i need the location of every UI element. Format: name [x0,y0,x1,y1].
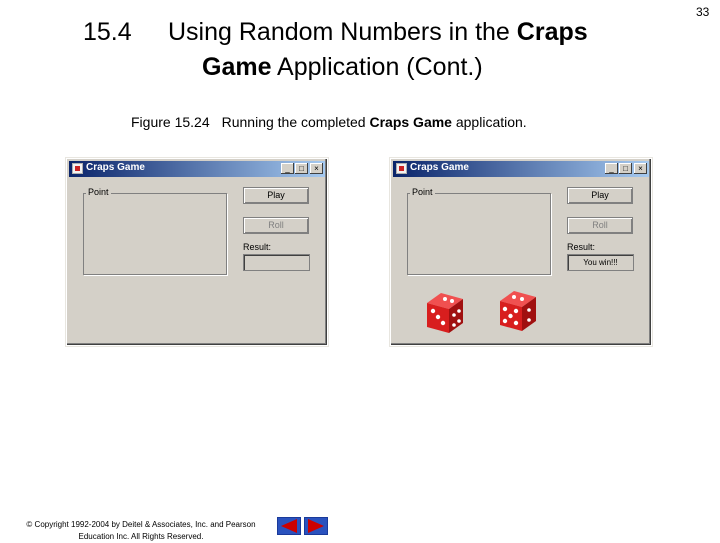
title-text-prefix: Using Random Numbers in the [168,18,517,46]
page-number: 33 [696,5,710,19]
window-title: Craps Game [410,162,469,173]
caption-prefix: Running the completed [221,114,370,130]
copyright-line2: Education Inc. All Rights Reserved. [78,532,204,541]
point-label: Point [412,187,433,197]
result-label: Result: [243,242,272,252]
previous-slide-button[interactable] [277,517,301,535]
title-text-suffix: Application (Cont.) [271,53,483,81]
point-groupbox [407,193,551,275]
craps-window-result [390,158,652,346]
caption-suffix: application. [451,114,527,130]
craps-window-initial [66,158,328,346]
copyright-footer [8,519,274,543]
section-number: 15.4 [83,18,132,46]
roll-button[interactable]: Roll [567,217,633,234]
point-label: Point [88,187,109,197]
result-field: You win!!! [567,254,634,271]
play-button[interactable]: Play [567,187,633,204]
app-icon [72,163,83,174]
result-field [243,254,310,271]
title-bold-game: Game [202,53,272,81]
slide-title-line1 [168,18,588,47]
title-bold-craps: Craps [516,18,588,46]
window-title: Craps Game [86,162,145,173]
app-icon [396,163,407,174]
minimize-button[interactable]: _ [281,163,294,174]
next-slide-button[interactable] [304,517,328,535]
die-2-icon [494,287,540,333]
point-groupbox [83,193,227,275]
figure-number: Figure 15.24 [131,114,210,130]
caption-bold: Craps Game [369,114,452,130]
title-bar[interactable] [393,161,649,177]
result-label: Result: [567,242,596,252]
minimize-button[interactable]: _ [605,163,618,174]
play-button[interactable]: Play [243,187,309,204]
close-button[interactable]: × [310,163,323,174]
roll-button[interactable]: Roll [243,217,309,234]
title-bar[interactable] [69,161,325,177]
die-1-icon [421,289,467,335]
slide-title-line2 [202,53,483,82]
close-button[interactable]: × [634,163,647,174]
maximize-button[interactable]: □ [619,163,632,174]
copyright-line1: © Copyright 1992-2004 by Deitel & Associates, Inc. and Pearson [26,520,256,529]
figure-caption [131,114,527,130]
maximize-button[interactable]: □ [295,163,308,174]
